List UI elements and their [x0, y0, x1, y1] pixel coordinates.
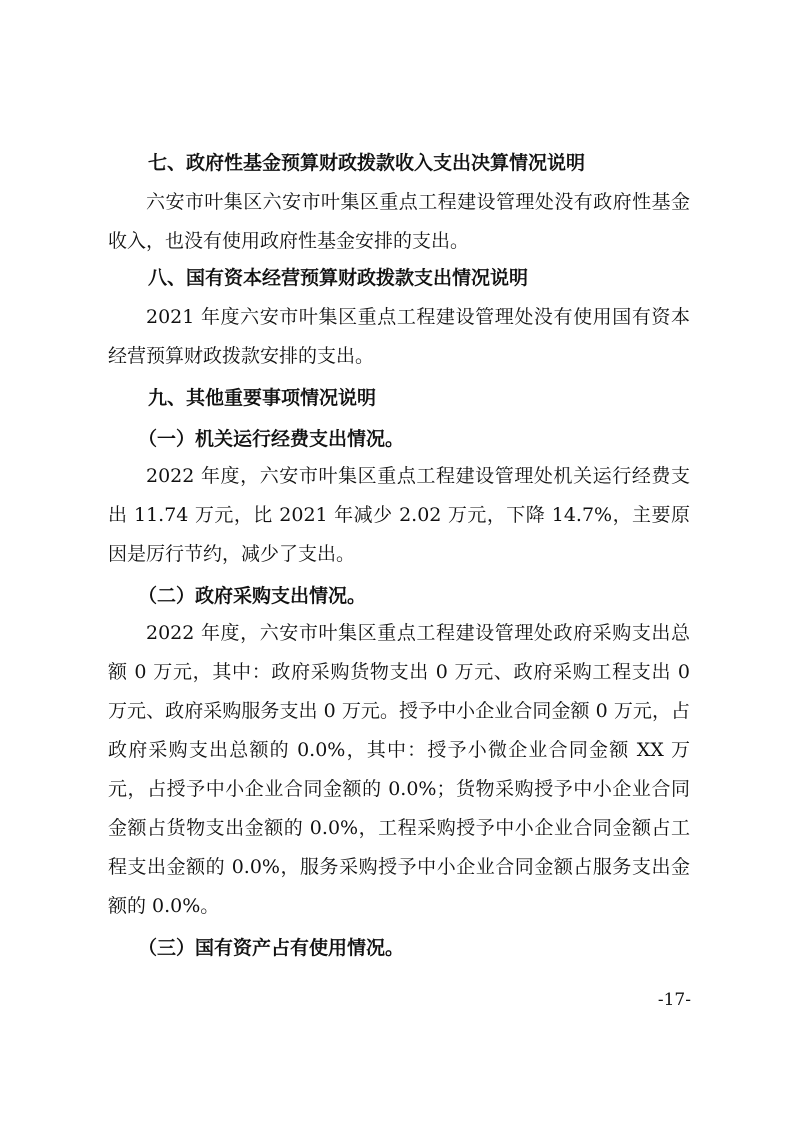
section-9-1-body: 2022 年度，六安市叶集区重点工程建设管理处机关运行经费支出 11.74 万元，比 2021 年减少 2.02 万元，下降 14.7%，主要原因是厉行节约，减少了支出。 [108, 465, 690, 565]
page-number: -17- [657, 990, 691, 1010]
section-9-2-body: 2022 年度，六安市叶集区重点工程建设管理处政府采购支出总额 0 万元，其中：政府采购货物支出 0 万元、政府采购工程支出 0 万元、政府采购服务支出 0 万元。授予中小企业合同金额 0 万元，占政府采购支出总额的 0.0%，其中：授予小微企业合同金额 XX 万元，占授予中小企业合同金额的 0.0%；货物采购授予中小企业合同金额占货物支出金额的 0.0%，工程采购授予中小企业合同金额占工程支出金额的 0.0%，服务采购授予中小企业合同金额占服务支出金额的 0.0%。 [108, 622, 690, 917]
section-7-body: 六安市叶集区六安市叶集区重点工程建设管理处没有政府性基金收入，也没有使用政府性基金安排的支出。 [108, 191, 690, 252]
section-8-heading: 八、国有资本经营预算财政拨款支出情况说明 [148, 267, 529, 289]
section-9-heading: 九、其他重要事项情况说明 [148, 387, 377, 409]
section-9-2-heading: （二）政府采购支出情况。 [138, 585, 367, 607]
section-9-3-heading: （三）国有资产占有使用情况。 [138, 937, 405, 959]
section-9-1-heading: （一）机关运行经费支出情况。 [138, 428, 405, 450]
section-8-body: 2021 年度六安市叶集区重点工程建设管理处没有使用国有资本经营预算财政拨款安排的支出。 [108, 306, 690, 367]
section-7-heading: 七、政府性基金预算财政拨款收入支出决算情况说明 [148, 152, 586, 174]
